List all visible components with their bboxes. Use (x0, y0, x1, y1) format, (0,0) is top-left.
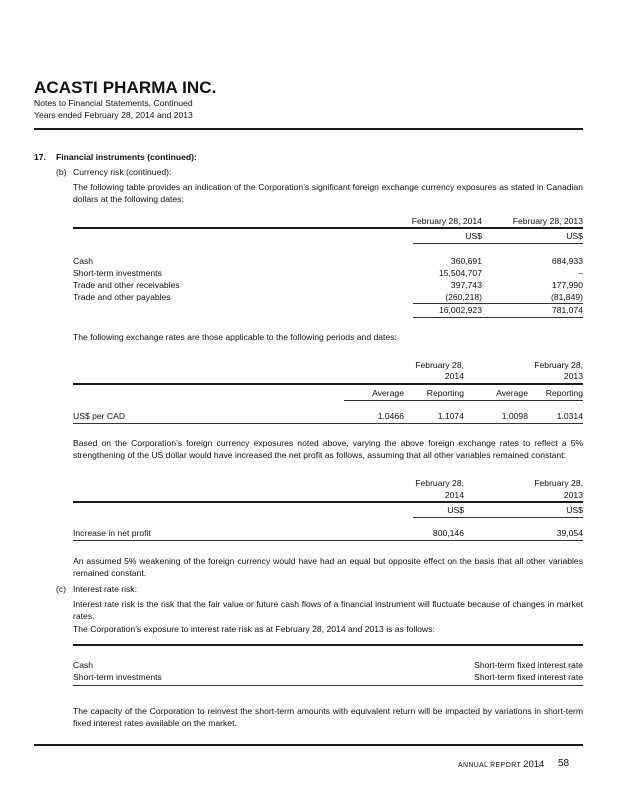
table-cell: 800,146 (432, 528, 464, 538)
table-cell: (81,849) (550, 292, 583, 302)
table-row-label: Cash (73, 660, 94, 670)
sensitivity-bottom-rule (73, 540, 583, 541)
rates-sub-reporting-2014: Reporting (426, 388, 464, 398)
table-row-label: Short-term investments (73, 672, 162, 682)
rates-col2-year: 2013 (563, 371, 583, 381)
rates-sub-average-2014: Average (372, 388, 404, 398)
sensitivity-col1-header: February 28, (415, 478, 464, 488)
table-cell: 360,691 (450, 256, 482, 266)
table-cell: 684,933 (551, 256, 583, 266)
sensitivity-col2-unit: US$ (566, 505, 583, 515)
sensitivity-col2-header: February 28, (534, 478, 583, 488)
table-cell: 39,054 (556, 528, 583, 538)
sensitivity-col2-year: 2013 (563, 490, 583, 500)
sensitivity-unit-rule (413, 517, 583, 518)
rates-col1-year: 2014 (444, 371, 464, 381)
interest-top-rule (73, 644, 583, 646)
section-title: Financial instruments (continued): (56, 152, 197, 162)
rates-col2-header: February 28, (534, 360, 583, 370)
table-row-label: Trade and other payables (73, 292, 171, 302)
exposure-total-rule (413, 303, 583, 304)
header-years: Years ended February 28, 2014 and 2013 (34, 110, 193, 120)
table-cell: 397,743 (450, 280, 482, 290)
item-c-title: Interest rate risk: (73, 584, 137, 594)
table-cell: 1.1074 (437, 411, 464, 421)
table-row-label: Cash (73, 256, 94, 266)
footer-rule (34, 744, 583, 746)
rates-sub-reporting-2013: Reporting (545, 388, 583, 398)
exposure-total-2014: 16,002,923 (438, 305, 482, 315)
rates-sub-average-2013: Average (496, 388, 528, 398)
table-cell: 177,990 (551, 280, 583, 290)
exposure-top-rule (73, 227, 583, 229)
interest-rate-exposure-intro: The Corporation’s exposure to interest rate risk as at February 28, 2014 and 2013 is as follows: (73, 624, 435, 634)
rates-intro: The following exchange rates are those applicable to the following periods and dates: (73, 332, 397, 342)
table-cell: – (578, 268, 583, 278)
table-cell: (260,218) (445, 292, 482, 302)
sensitivity-top-rule (73, 501, 583, 503)
exposure-col1-header: February 28, 2014 (411, 216, 482, 226)
item-b-label: (b) (56, 167, 67, 177)
table-cell: Short-term fixed interest rate (474, 672, 583, 682)
table-cell: Short-term fixed interest rate (474, 660, 583, 670)
item-b-title: Currency risk (continued): (73, 167, 172, 177)
header-rule (34, 128, 583, 130)
rates-row-label: US$ per CAD (73, 411, 126, 421)
page-number: 58 (558, 758, 570, 769)
table-cell: 1.0314 (556, 411, 583, 421)
rates-bottom-rule (73, 423, 583, 424)
exposure-col2-header: February 28, 2013 (512, 216, 583, 226)
sensitivity-intro: Based on the Corporation’s foreign currency exposures noted above, varying the above foreign exchange rates to reflect a 5% strengthening of the US dollar would have increased the net profit as follows, assuming that all other variables remained constant: (73, 438, 583, 460)
sensitivity-col1-unit: US$ (447, 505, 464, 515)
header-subtitle: Notes to Financial Statements, Continued (34, 98, 193, 108)
table-cell: 1.0098 (501, 411, 528, 421)
rates-sub-rule (344, 400, 583, 401)
footer-report-label: ANNUAL REPORT (458, 762, 521, 769)
table-row-label: Short-term investments (73, 268, 162, 278)
exposure-col2-unit: US$ (566, 231, 583, 241)
exposure-unit-rule (413, 243, 583, 244)
item-c-label: (c) (56, 584, 67, 594)
table-row-label: Trade and other receivables (73, 280, 180, 290)
exposure-col1-unit: US$ (465, 231, 482, 241)
item-b-intro: The following table provides an indication of the Corporation’s significant foreign exchange currency exposures as stated in Canadian dollars at the following dates: (73, 182, 583, 204)
sensitivity-row-label: Increase in net profit (73, 528, 151, 538)
rates-top-rule (73, 383, 583, 385)
exposure-double-rule (413, 317, 583, 318)
company-name: ACASTI PHARMA INC. (34, 78, 217, 97)
rates-col1-header: February 28, (415, 360, 464, 370)
footer-report-year: 2014 (523, 759, 545, 770)
exposure-total-2013: 781,074 (551, 305, 583, 315)
weakening-note: An assumed 5% weakening of the foreign currency would have had an equal but opposite effect on the basis that all other variables remained constant. (73, 556, 583, 578)
section-number: 17. (34, 152, 46, 162)
interest-bottom-rule (73, 685, 583, 686)
interest-rate-definition: Interest rate risk is the risk that the fair value or future cash flows of a financial instrument will fluctuate because of changes in market rates. (73, 599, 583, 621)
table-cell: 15,504,707 (438, 268, 482, 278)
closing-paragraph: The capacity of the Corporation to reinvest the short-term amounts with equivalent return will be impacted by variations in short-term fixed interest rates available on the market. (73, 706, 583, 728)
sensitivity-col1-year: 2014 (444, 490, 464, 500)
footer-report (458, 759, 544, 770)
table-cell: 1.0466 (377, 411, 404, 421)
